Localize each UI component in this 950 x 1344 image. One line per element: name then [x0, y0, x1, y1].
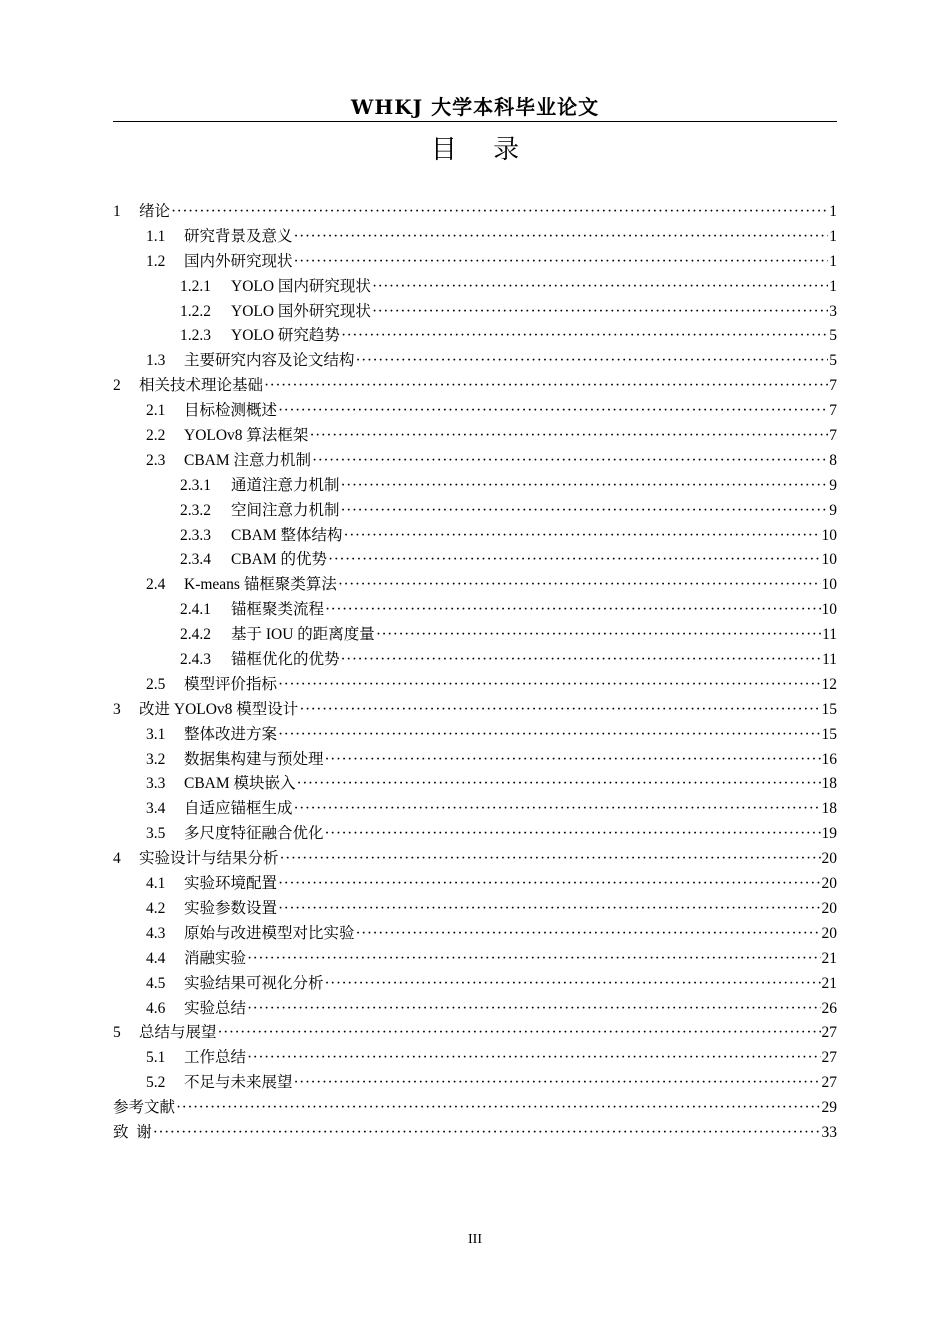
- toc-entry-label: CBAM 整体结构: [231, 526, 343, 544]
- toc-entry[interactable]: [113, 250, 837, 275]
- toc-entry[interactable]: [113, 1096, 837, 1121]
- toc-entry-label: 原始与改进模型对比实验: [184, 924, 355, 942]
- toc-dot-leader: [328, 548, 820, 573]
- toc-dot-leader: [312, 449, 828, 474]
- toc-entry-page: 10: [821, 601, 837, 619]
- toc-entry-page: 11: [822, 626, 837, 644]
- toc-entry[interactable]: [113, 847, 837, 872]
- toc-dot-leader: [341, 648, 822, 673]
- toc-entry[interactable]: [113, 723, 837, 748]
- toc-dot-leader: [247, 997, 820, 1022]
- toc-entry[interactable]: [113, 449, 837, 474]
- toc-entry-label: 实验总结: [184, 999, 247, 1017]
- toc-entry[interactable]: [113, 972, 837, 997]
- toc-entry-label: 整体改进方案: [184, 725, 278, 743]
- header-title: WHKJ 大学本科毕业论文: [350, 95, 600, 119]
- toc-entry-label: YOLO 国内研究现状: [231, 277, 371, 295]
- toc-entry-label: 目标检测概述: [184, 402, 278, 420]
- toc-entry[interactable]: [113, 997, 837, 1022]
- toc-entry[interactable]: [113, 673, 837, 698]
- toc-entry[interactable]: [113, 548, 837, 573]
- toc-entry-page: 27: [821, 1049, 837, 1067]
- toc-entry-page: 26: [821, 999, 837, 1017]
- toc-entry-number: 1.2.2: [180, 302, 211, 320]
- toc-entry-number: 4.2: [146, 899, 166, 917]
- toc-entry-page: 29: [821, 1099, 837, 1117]
- toc-entry[interactable]: [113, 947, 837, 972]
- toc-entry[interactable]: [113, 1046, 837, 1071]
- toc-entry-label: 改进 YOLOv8 模型设计: [139, 700, 299, 718]
- toc-entry-page: 1: [829, 203, 837, 220]
- toc-entry[interactable]: [113, 424, 837, 449]
- toc-entry-label: 通道注意力机制: [231, 476, 340, 494]
- toc-entry-label: 相关技术理论基础: [139, 377, 264, 395]
- toc-entry[interactable]: [113, 399, 837, 424]
- toc-entry[interactable]: [113, 275, 837, 300]
- toc-entry-label: 实验结果可视化分析: [184, 974, 324, 992]
- toc-entry-number: 3.5: [146, 825, 166, 843]
- toc-entry-label: CBAM 注意力机制: [184, 451, 312, 469]
- toc-dot-leader: [356, 922, 821, 947]
- table-of-contents: [113, 200, 837, 1146]
- toc-entry-page: 15: [821, 725, 837, 743]
- toc-entry-page: 10: [821, 526, 837, 544]
- toc-entry-number: 3.4: [146, 800, 166, 818]
- toc-entry[interactable]: [113, 324, 837, 349]
- toc-entry-number: 5.1: [146, 1049, 166, 1067]
- toc-entry-label: 主要研究内容及论文结构: [184, 352, 355, 370]
- toc-dot-leader: [218, 1021, 821, 1046]
- toc-entry-label: K-means 锚框聚类算法: [184, 576, 337, 594]
- toc-entry-page: 16: [821, 750, 837, 768]
- toc-entry-number: 2.3: [146, 451, 166, 469]
- toc-dot-leader: [309, 424, 828, 449]
- toc-entry-page: 5: [829, 327, 837, 345]
- toc-dot-leader: [278, 399, 828, 424]
- toc-entry-number: 2.2: [146, 427, 166, 445]
- toc-entry[interactable]: [113, 374, 837, 399]
- toc-entry-label: 实验设计与结果分析: [139, 850, 279, 868]
- toc-dot-leader: [325, 822, 821, 847]
- toc-entry-page: 18: [821, 800, 837, 818]
- toc-entry-page: 7: [829, 402, 837, 420]
- toc-entry-number: 3: [113, 700, 121, 718]
- toc-dot-leader: [372, 300, 828, 325]
- toc-entry-number: 5.2: [146, 1074, 166, 1092]
- toc-entry-number: 1.2: [146, 252, 166, 270]
- toc-entry-page: 20: [821, 924, 837, 942]
- toc-entry-page: 8: [829, 451, 837, 469]
- toc-dot-leader: [176, 1096, 820, 1121]
- toc-entry-number: 4: [113, 850, 121, 868]
- toc-dot-leader: [376, 623, 821, 648]
- toc-entry-page: 21: [821, 974, 837, 992]
- toc-entry-page: 5: [829, 352, 837, 370]
- toc-entry-number: 1.1: [146, 227, 166, 245]
- toc-dot-leader: [372, 275, 828, 300]
- toc-entry-number: 5: [113, 1024, 121, 1042]
- toc-entry-label: CBAM 模块嵌入: [184, 775, 296, 793]
- toc-entry[interactable]: [113, 1071, 837, 1096]
- toc-dot-leader: [325, 972, 821, 997]
- toc-dot-leader: [341, 499, 829, 524]
- toc-entry-page: 3: [829, 302, 837, 320]
- toc-entry-number: 4.1: [146, 875, 166, 893]
- toc-entry-label: 多尺度特征融合优化: [184, 825, 324, 843]
- toc-entry-number: 4.4: [146, 949, 166, 967]
- toc-entry-label: 不足与未来展望: [184, 1074, 293, 1092]
- toc-dot-leader: [278, 872, 820, 897]
- toc-entry-number: 1.2.1: [180, 277, 211, 295]
- toc-entry-number: 4.3: [146, 924, 166, 942]
- toc-entry-number: 1: [113, 203, 121, 220]
- toc-entry-number: 3.2: [146, 750, 166, 768]
- toc-entry[interactable]: [113, 772, 837, 797]
- toc-entry-number: 4.6: [146, 999, 166, 1017]
- toc-entry[interactable]: [113, 698, 837, 723]
- toc-entry[interactable]: [113, 573, 837, 598]
- toc-entry-page: 7: [829, 427, 837, 445]
- toc-dot-leader: [171, 200, 828, 225]
- toc-entry-label: 致 谢: [113, 1123, 152, 1141]
- toc-entry-page: 27: [821, 1074, 837, 1092]
- toc-dot-leader: [247, 1046, 820, 1071]
- toc-entry-page: 1: [829, 252, 837, 270]
- toc-entry-page: 20: [821, 875, 837, 893]
- toc-entry-number: 4.5: [146, 974, 166, 992]
- toc-entry[interactable]: [113, 1121, 837, 1146]
- toc-dot-leader: [247, 947, 820, 972]
- toc-dot-leader: [294, 250, 829, 275]
- toc-dot-leader: [338, 573, 821, 598]
- toc-entry[interactable]: [113, 748, 837, 773]
- toc-entry[interactable]: [113, 822, 837, 847]
- toc-entry-label: 空间注意力机制: [231, 501, 340, 519]
- toc-entry-number: 3.3: [146, 775, 166, 793]
- toc-entry-page: 27: [821, 1024, 837, 1042]
- toc-dot-leader: [153, 1121, 821, 1146]
- toc-dot-leader: [297, 772, 821, 797]
- toc-entry[interactable]: [113, 922, 837, 947]
- toc-entry-label: 参考文献: [113, 1099, 176, 1117]
- toc-entry-page: 9: [829, 501, 837, 519]
- toc-entry-page: 20: [821, 850, 837, 868]
- toc-entry[interactable]: [113, 225, 837, 250]
- toc-entry-number: 2.4.1: [180, 601, 211, 619]
- toc-entry[interactable]: [113, 200, 837, 225]
- toc-entry-label: 锚框优化的优势: [231, 651, 340, 669]
- toc-entry[interactable]: [113, 623, 837, 648]
- toc-entry[interactable]: [113, 300, 837, 325]
- toc-entry-label: 消融实验: [184, 949, 247, 967]
- toc-entry-page: 20: [821, 899, 837, 917]
- toc-entry[interactable]: [113, 474, 837, 499]
- toc-entry-label: 总结与展望: [139, 1024, 217, 1042]
- toc-entry-label: 模型评价指标: [184, 675, 278, 693]
- toc-dot-leader: [294, 797, 821, 822]
- toc-entry-number: 2.4.2: [180, 626, 211, 644]
- toc-entry-number: 3.1: [146, 725, 166, 743]
- toc-entry-page: 15: [821, 700, 837, 718]
- toc-dot-leader: [294, 1071, 821, 1096]
- toc-entry[interactable]: [113, 1021, 837, 1046]
- toc-entry-number: 2.5: [146, 675, 166, 693]
- toc-entry-label: 基于 IOU 的距离度量: [231, 626, 375, 644]
- toc-entry-label: 数据集构建与预处理: [184, 750, 324, 768]
- toc-entry-page: 1: [829, 227, 837, 245]
- toc-dot-leader: [294, 225, 829, 250]
- toc-entry-number: 1.2.3: [180, 327, 211, 345]
- toc-entry[interactable]: [113, 598, 837, 623]
- toc-entry-number: 2.3.2: [180, 501, 211, 519]
- toc-dot-leader: [278, 897, 820, 922]
- toc-entry-label: 工作总结: [184, 1049, 247, 1067]
- toc-entry-label: YOLO 国外研究现状: [231, 302, 371, 320]
- toc-entry[interactable]: [113, 524, 837, 549]
- toc-dot-leader: [325, 598, 820, 623]
- toc-entry-page: 18: [821, 775, 837, 793]
- toc-entry-number: 2.3.4: [180, 551, 211, 569]
- toc-entry-label: 自适应锚框生成: [184, 800, 293, 818]
- toc-entry-number: 2.4.3: [180, 651, 211, 669]
- toc-entry-label: 实验参数设置: [184, 899, 278, 917]
- toc-entry[interactable]: [113, 349, 837, 374]
- toc-entry-label: 实验环境配置: [184, 875, 278, 893]
- toc-entry-page: 19: [821, 825, 837, 843]
- toc-entry-number: 2.1: [146, 402, 166, 420]
- toc-entry-label: YOLO 研究趋势: [231, 327, 340, 345]
- toc-dot-leader: [278, 723, 820, 748]
- toc-entry-label: 绪论: [139, 203, 171, 220]
- toc-entry-number: 2: [113, 377, 121, 395]
- toc-entry[interactable]: [113, 499, 837, 524]
- toc-entry-number: 2.4: [146, 576, 166, 594]
- toc-entry[interactable]: [113, 797, 837, 822]
- toc-entry-label: CBAM 的优势: [231, 551, 328, 569]
- toc-entry-number: 2.3.3: [180, 526, 211, 544]
- page-number: III: [468, 1232, 482, 1247]
- toc-entry[interactable]: [113, 897, 837, 922]
- toc-entry-page: 21: [821, 949, 837, 967]
- toc-dot-leader: [278, 673, 820, 698]
- toc-entry-page: 10: [821, 551, 837, 569]
- toc-entry-number: 2.3.1: [180, 476, 211, 494]
- toc-title: 目 录: [430, 135, 534, 165]
- toc-dot-leader: [341, 474, 829, 499]
- toc-entry-page: 10: [821, 576, 837, 594]
- toc-entry-page: 7: [829, 377, 837, 395]
- toc-entry[interactable]: [113, 872, 837, 897]
- toc-dot-leader: [344, 524, 821, 549]
- toc-dot-leader: [325, 748, 821, 773]
- toc-entry[interactable]: [113, 648, 837, 673]
- page-header: [113, 93, 837, 122]
- toc-entry-label: 锚框聚类流程: [231, 601, 325, 619]
- toc-entry-page: 12: [821, 675, 837, 693]
- toc-entry-page: 1: [829, 277, 837, 295]
- toc-entry-number: 1.3: [146, 352, 166, 370]
- toc-entry-label: YOLOv8 算法框架: [184, 427, 309, 445]
- toc-entry-page: 11: [822, 651, 837, 669]
- toc-dot-leader: [264, 374, 828, 399]
- toc-entry-label: 研究背景及意义: [184, 227, 293, 245]
- toc-dot-leader: [341, 324, 828, 349]
- toc-entry-page: 9: [829, 476, 837, 494]
- toc-dot-leader: [299, 698, 820, 723]
- toc-dot-leader: [280, 847, 821, 872]
- toc-entry-label: 国内外研究现状: [184, 252, 293, 270]
- toc-entry-page: 33: [821, 1123, 837, 1141]
- toc-dot-leader: [356, 349, 829, 374]
